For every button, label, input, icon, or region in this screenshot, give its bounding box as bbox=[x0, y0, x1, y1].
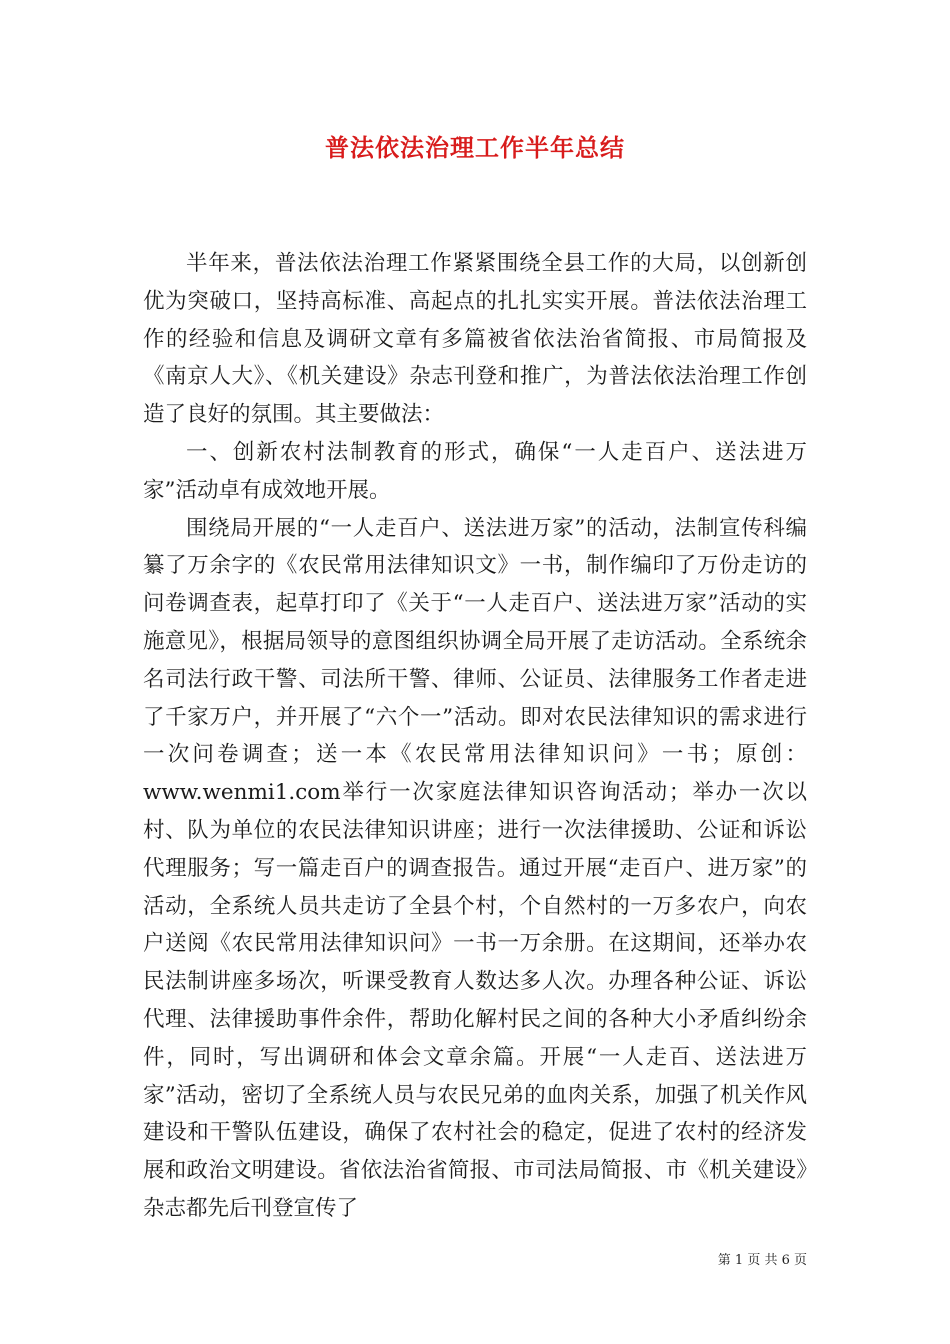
document-body bbox=[143, 245, 807, 1228]
paragraph-section-one-body: 围绕局开展的“一人走百户、送法进万家”的活动，法制宣传科编纂了万余字的《农民常用法律知识文》一书，制作编印了万份走访的问卷调查表，起草打印了《关于“一人走百户、送法进万家”活动的实施意见》，根据局领导的意图组织协调全局开展了走访活动。全系统余名司法行政干警、司法所干警、律师、公证员、法律服务工作者走进了千家万户，并开展了“六个一”活动。即对农民法律知识的需求进行一次问卷调查；送一本《农民常用法律知识问》一书；原创：www.wenmi1.com举行一次家庭法律知识咨询活动；举办一次以村、队为单位的农民法律知识讲座；进行一次法律援助、公证和诉讼代理服务；写一篇走百户的调查报告。通过开展“走百户、进万家”的活动，全系统人员共走访了全县个村，个自然村的一万多农户，向农户送阅《农民常用法律知识问》一书一万余册。在这期间，还举办农民法制讲座多场次，听课受教育人数达多人次。办理各种公证、诉讼代理、法律援助事件余件，帮助化解村民之间的各种大小矛盾纠纷余件，同时，写出调研和体会文章余篇。开展“一人走百、送法进万家”活动，密切了全系统人员与农民兄弟的血肉关系，加强了机关作风建设和干警队伍建设，确保了农村社会的稳定，促进了农村的经济发展和政治文明建设。省依法治省简报、市司法局简报、市《机关建设》杂志都先后刊登宣传了 bbox=[143, 515, 807, 1221]
paragraph-section-one-heading: 一、创新农村法制教育的形式，确保“一人走百户、送法进万家”活动卓有成效地开展。 bbox=[143, 439, 807, 503]
paragraph-intro: 半年来，普法依法治理工作紧紧围绕全县工作的大局，以创新创优为突破口，坚持高标准、高起点的扎扎实实开展。普法依法治理工作的经验和信息及调研文章有多篇被省依法治省简报、市局简报及《南京人大》、《机关建设》杂志刊登和推广，为普法依法治理工作创造了良好的氛围。其主要做法： bbox=[143, 251, 807, 428]
page-number-footer: 第 1 页 共 6 页 bbox=[717, 1253, 807, 1268]
document-title: 普法依法治理工作半年总结 bbox=[325, 133, 625, 162]
